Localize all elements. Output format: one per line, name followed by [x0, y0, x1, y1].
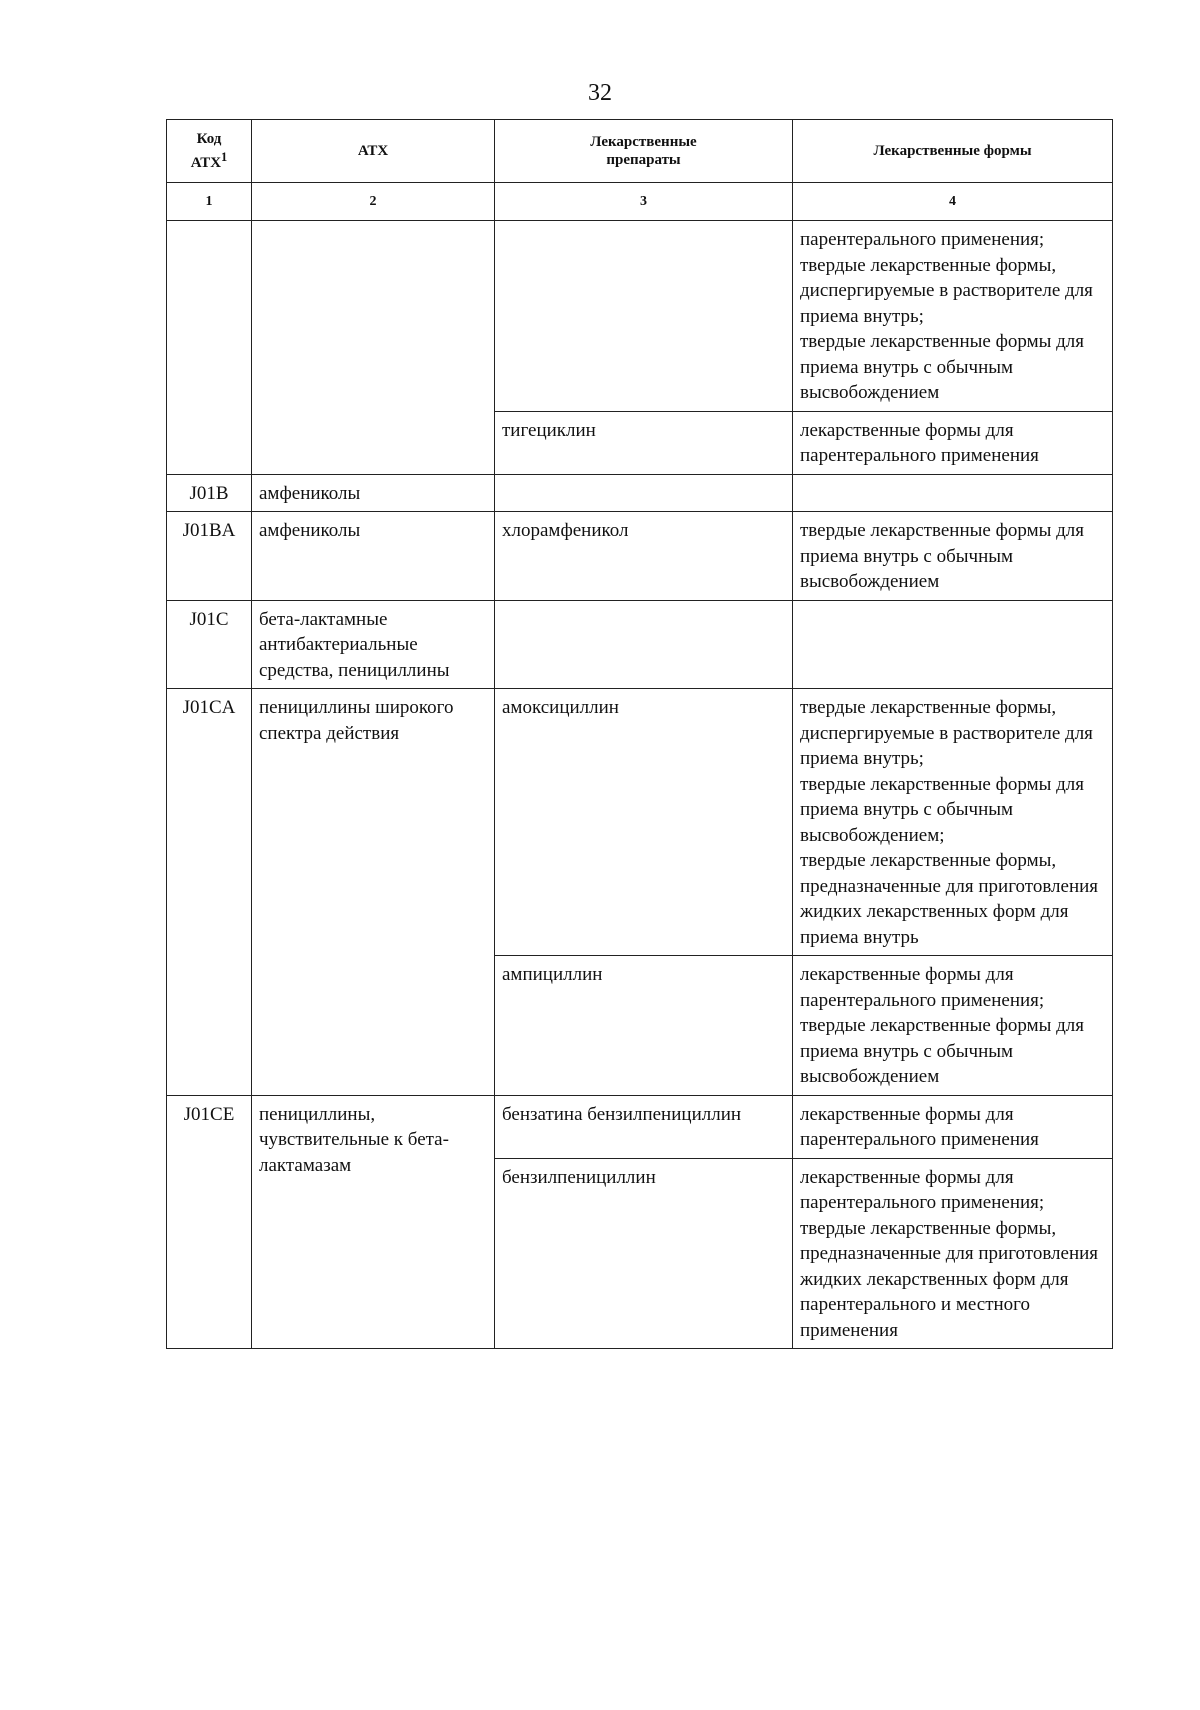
atx-code-cell: J01C — [167, 600, 252, 689]
drug-forms-cell — [793, 411, 1113, 474]
header-code-footnote: 1 — [221, 150, 228, 164]
drug-form-line: твердые лекарственные формы, предназначенные для приготовления жидких лекарственных форм для парентерального и местного применения — [800, 1217, 1099, 1341]
atx-table — [166, 119, 1113, 1349]
table-row — [167, 689, 1113, 956]
atx-code-cell: J01B — [167, 474, 252, 512]
drug-form-line: парентерального применения; — [800, 229, 1045, 250]
drug-forms-cell — [793, 600, 1113, 689]
atx-name-cell — [252, 221, 495, 475]
drug-name-cell: тигециклин — [495, 411, 793, 474]
header-atx: АТХ — [252, 120, 495, 183]
drug-form-line: лекарственные формы для парентерального применения — [800, 1103, 1039, 1150]
column-number: 2 — [252, 183, 495, 221]
table-row — [167, 1095, 1113, 1158]
atx-name-cell: бета-лактамные антибактериальные средства, пенициллины — [252, 600, 495, 689]
header-forms: Лекарственные формы — [793, 120, 1113, 183]
atx-name-cell: амфениколы — [252, 474, 495, 512]
drug-forms-cell — [793, 1158, 1113, 1349]
drug-name-cell: хлорамфеникол — [495, 512, 793, 601]
drug-name-cell: ампициллин — [495, 956, 793, 1096]
table-row — [167, 474, 1113, 512]
atx-name-cell: амфениколы — [252, 512, 495, 601]
atx-name-cell: пенициллины широкого спектра действия — [252, 689, 495, 1096]
drug-forms-cell — [793, 221, 1113, 412]
drug-forms-cell — [793, 474, 1113, 512]
drug-form-line: твердые лекарственные формы, предназначенные для приготовления жидких лекарственных форм для приема внутрь — [800, 850, 1099, 948]
drug-form-line: твердые лекарственные формы для приема внутрь с обычным высвобождением — [800, 1015, 1085, 1087]
drug-name-cell — [495, 474, 793, 512]
header-drugs — [495, 120, 793, 183]
table-row — [167, 600, 1113, 689]
column-number: 1 — [167, 183, 252, 221]
drug-form-line: лекарственные формы для парентерального применения — [800, 419, 1039, 466]
atx-code-cell: J01CE — [167, 1095, 252, 1349]
header-code-line1: Код — [196, 131, 222, 147]
drug-form-line: твердые лекарственные формы для приема внутрь с обычным высвобождением — [800, 331, 1085, 403]
atx-code-cell — [167, 221, 252, 475]
drug-form-line: лекарственные формы для парентерального применения; — [800, 1166, 1045, 1213]
table-row — [167, 512, 1113, 601]
drug-name-cell: амоксициллин — [495, 689, 793, 956]
column-number: 4 — [793, 183, 1113, 221]
drug-form-line: твердые лекарственные формы, диспергируемые в растворителе для приема внутрь; — [800, 254, 1093, 327]
drug-name-cell: бензатина бензилпенициллин — [495, 1095, 793, 1158]
header-code-line2: АТХ — [190, 155, 222, 171]
drug-name-cell: бензилпенициллин — [495, 1158, 793, 1349]
header-drugs-line1: Лекарственные — [590, 134, 697, 150]
drug-forms-cell — [793, 512, 1113, 601]
atx-name-cell: пенициллины, чувствительные к бета-лактамазам — [252, 1095, 495, 1349]
drug-forms-cell — [793, 1095, 1113, 1158]
drug-form-line: лекарственные формы для парентерального применения; — [800, 964, 1045, 1011]
column-number: 3 — [495, 183, 793, 221]
header-row — [167, 120, 1113, 183]
drug-forms-cell — [793, 689, 1113, 956]
drug-name-cell — [495, 600, 793, 689]
drug-forms-cell — [793, 956, 1113, 1096]
drug-form-line: твердые лекарственные формы, диспергируемые в растворителе для приема внутрь; — [800, 697, 1093, 769]
atx-code-cell: J01BA — [167, 512, 252, 601]
drug-form-line: твердые лекарственные формы для приема внутрь с обычным высвобождением — [800, 520, 1085, 592]
drug-form-line: твердые лекарственные формы для приема внутрь с обычным высвобождением; — [800, 773, 1085, 846]
table-row — [167, 221, 1113, 412]
header-code — [167, 120, 252, 183]
header-drugs-line2: препараты — [606, 152, 681, 168]
drug-name-cell — [495, 221, 793, 412]
page-number: 32 — [588, 80, 612, 106]
column-number-row — [167, 183, 1113, 221]
atx-code-cell: J01CA — [167, 689, 252, 1096]
